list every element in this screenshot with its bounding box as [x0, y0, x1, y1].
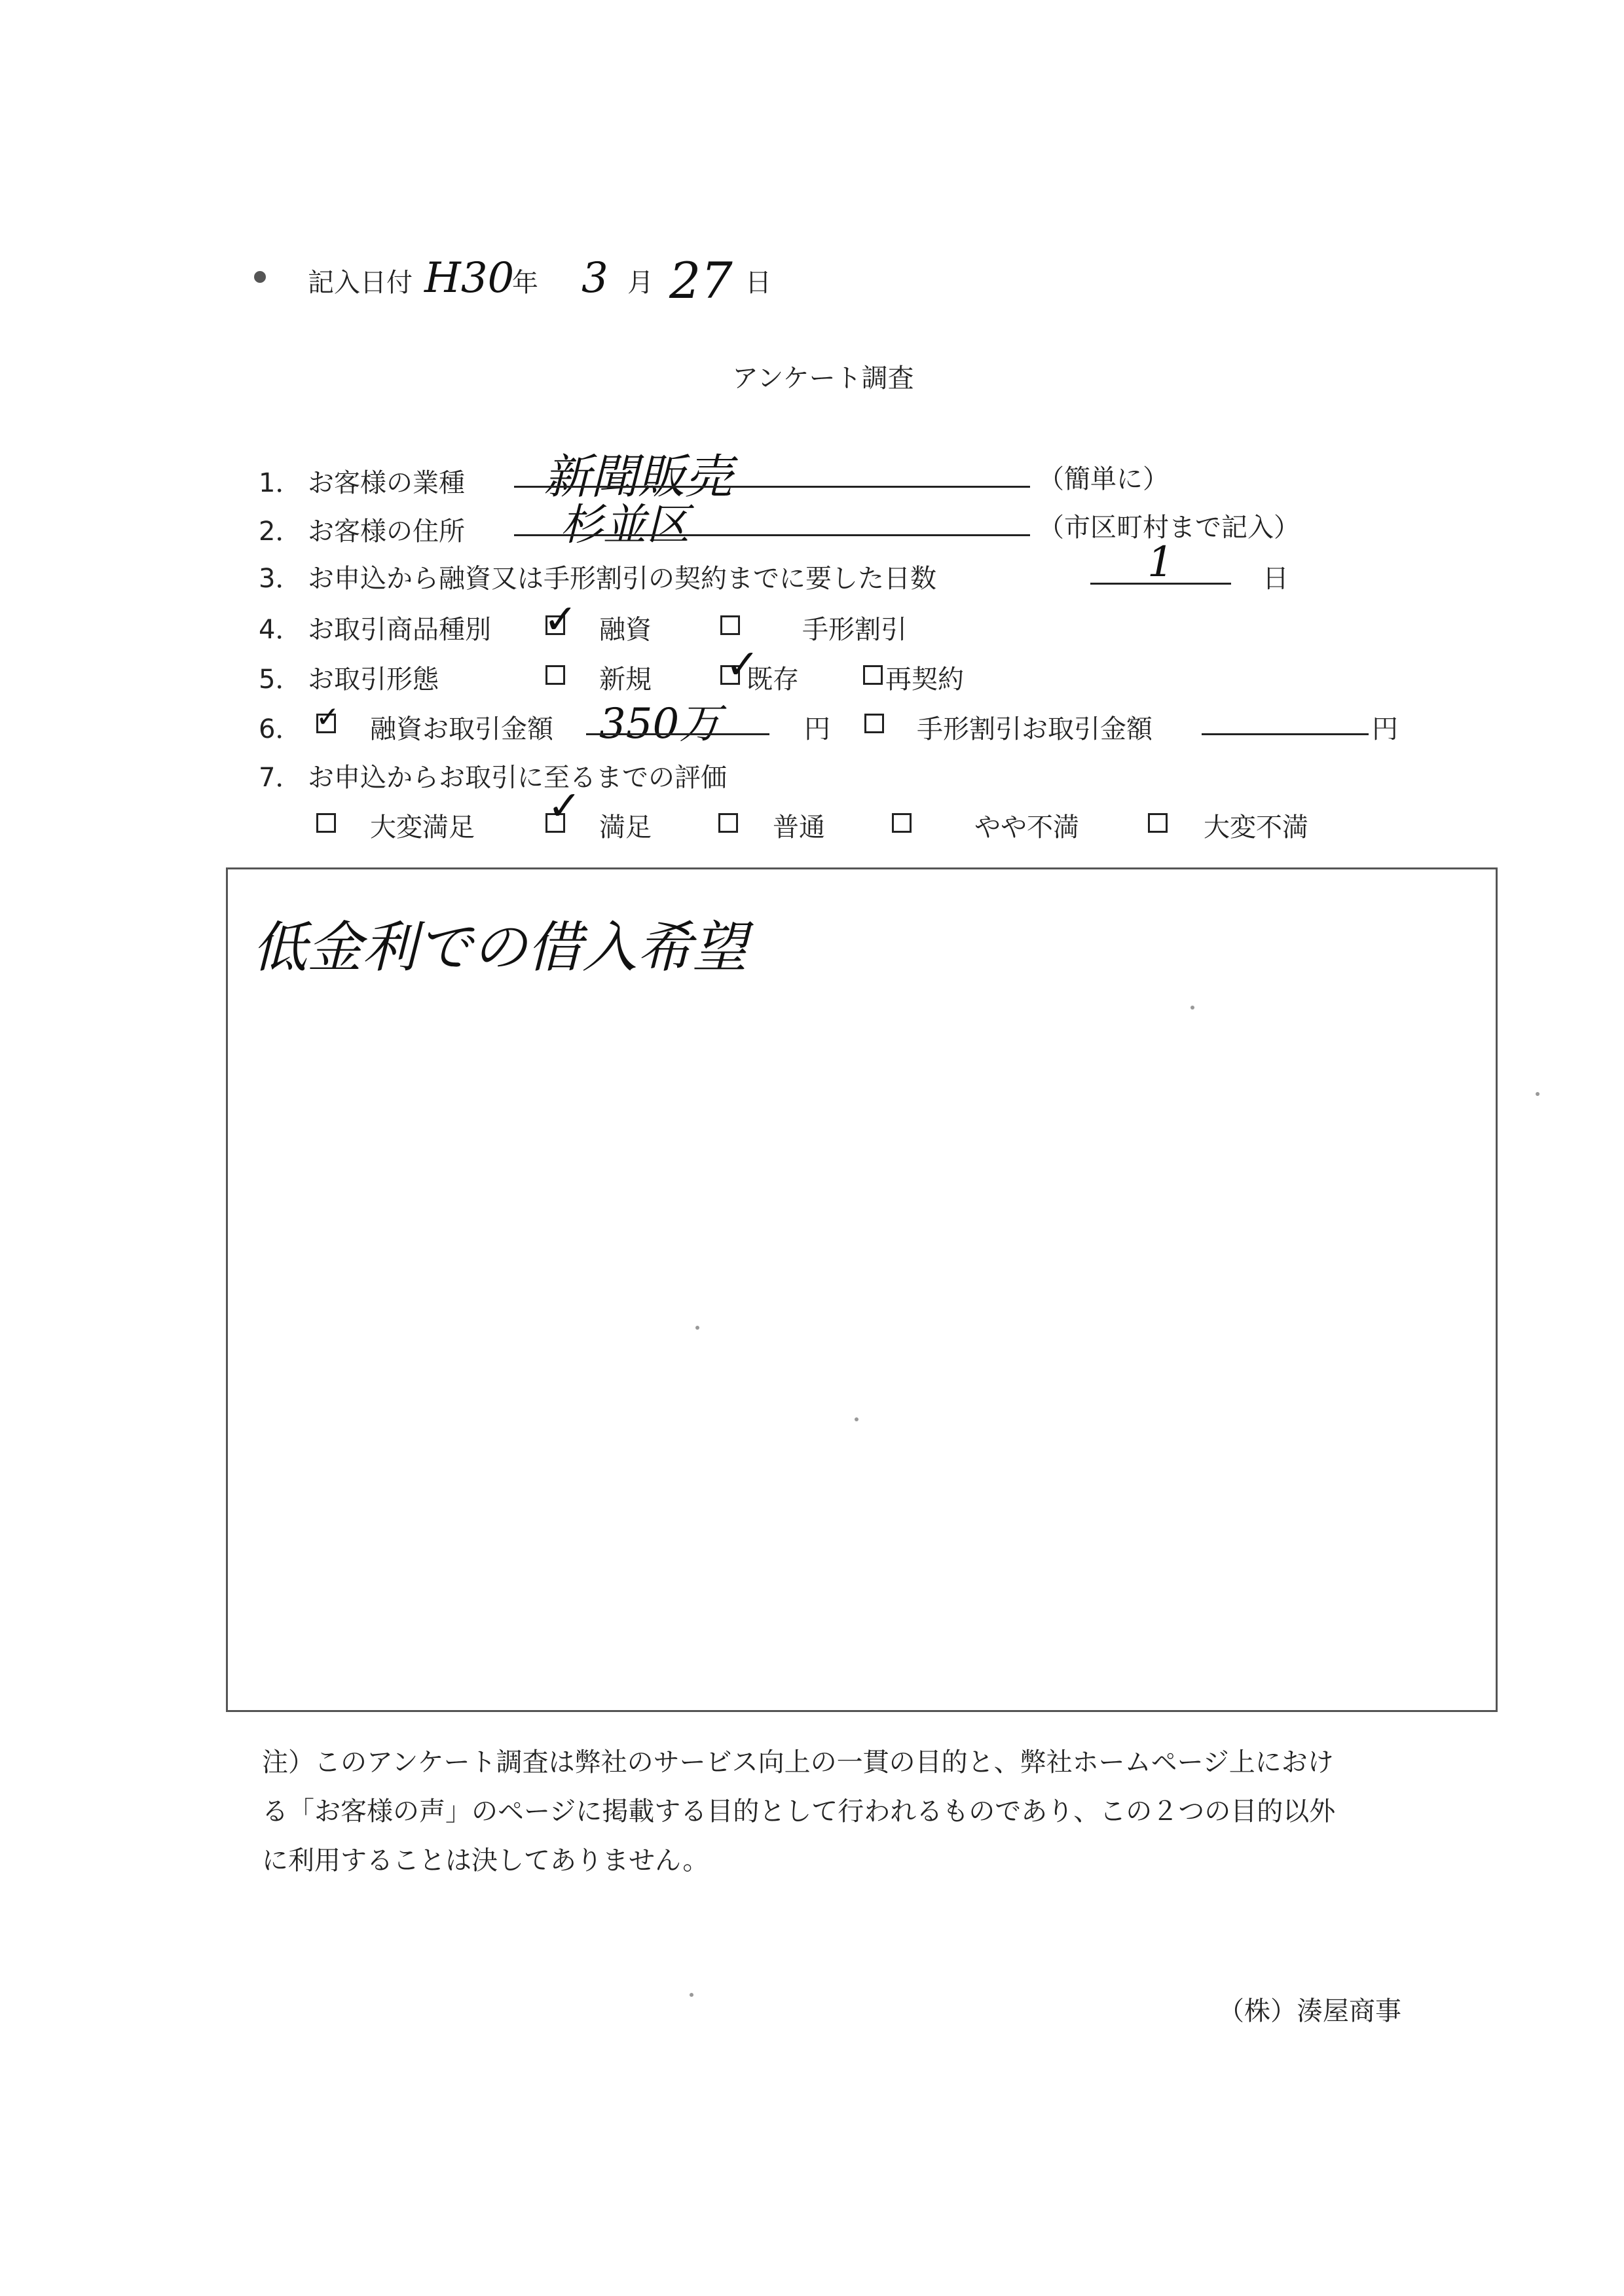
- q2-answer[interactable]: 杉並区: [560, 500, 690, 550]
- q7-option-somewhat-dissatisfied-label: やや不満: [974, 812, 1079, 843]
- date-day[interactable]: 27: [669, 251, 733, 310]
- q5-option-renewal-label: 再契約: [885, 665, 964, 695]
- q7-option-satisfied-label: 満足: [599, 812, 652, 843]
- comment-text[interactable]: 低金利での借入希望: [252, 915, 748, 979]
- q1-number: 1．: [259, 468, 302, 498]
- q6-loan-amount[interactable]: 350万: [599, 700, 722, 748]
- q3-unit: 日: [1263, 564, 1289, 594]
- q2-number: 2．: [259, 517, 302, 547]
- q4-label: お取引商品種別: [308, 615, 491, 645]
- q3-number: 3．: [259, 564, 302, 594]
- q7-option-satisfied-check-mark: ✓: [547, 782, 581, 829]
- q6-number: 6．: [259, 714, 302, 744]
- q6-bill-underline: [1202, 733, 1369, 735]
- q6-loan-unit: 円: [804, 714, 830, 744]
- q2-label: お客様の住所: [308, 517, 465, 547]
- company-name: （株）湊屋商事: [1218, 1996, 1401, 2026]
- q6-loan-label: 融資お取引金額: [370, 714, 553, 744]
- q1-underline: [514, 486, 1030, 488]
- q7-option-somewhat-dissatisfied-checkbox[interactable]: [892, 813, 912, 833]
- q5-option-new-checkbox[interactable]: [545, 665, 565, 685]
- q5-option-renewal-checkbox[interactable]: [863, 665, 883, 685]
- q2-underline: [514, 534, 1030, 536]
- q5-option-new-label: 新規: [599, 665, 652, 695]
- q6-loan-check-mark: ✓: [316, 701, 340, 734]
- q6-bill-label: 手形割引お取引金額: [917, 714, 1153, 744]
- q3-underline: [1090, 583, 1231, 585]
- q7-label: お申込からお取引に至るまでの評価: [308, 763, 727, 793]
- scan-speck: [1190, 1006, 1194, 1010]
- date-month[interactable]: 3: [581, 254, 608, 302]
- q4-number: 4．: [259, 615, 302, 645]
- q7-option-normal-label: 普通: [773, 812, 825, 843]
- q7-option-normal-checkbox[interactable]: [718, 813, 738, 833]
- q6-bill-checkbox[interactable]: [864, 714, 884, 733]
- q2-note: （市区町村まで記入）: [1038, 513, 1300, 543]
- q7-number: 7．: [259, 763, 302, 793]
- date-label: 記入日付: [308, 268, 413, 298]
- q6-bill-unit: 円: [1372, 714, 1398, 744]
- q5-number: 5．: [259, 665, 302, 695]
- q1-note: （簡単に）: [1038, 464, 1169, 494]
- q3-answer[interactable]: 1: [1147, 538, 1174, 587]
- date-era-year[interactable]: H30: [424, 254, 515, 302]
- date-month-unit: 月: [627, 268, 654, 298]
- q1-label: お客様の業種: [308, 468, 465, 498]
- scan-speck: [855, 1417, 858, 1421]
- q7-option-very-dissatisfied-checkbox[interactable]: [1148, 813, 1168, 833]
- q7-option-very-dissatisfied-label: 大変不満: [1204, 812, 1308, 843]
- q7-option-very-satisfied-label: 大変満足: [370, 812, 475, 843]
- comment-box[interactable]: [226, 867, 1498, 1712]
- q1-answer[interactable]: 新聞販売: [544, 449, 733, 504]
- scan-speck: [690, 1993, 693, 1997]
- q3-label: お申込から融資又は手形割引の契約までに要した日数: [308, 564, 936, 594]
- scan-speck: [1536, 1092, 1540, 1096]
- survey-title: アンケート調査: [732, 363, 914, 393]
- q5-label: お取引形態: [308, 665, 439, 695]
- q4-option-loan-check-mark: ✓: [544, 595, 578, 643]
- date-day-unit: 日: [745, 268, 771, 298]
- bullet-dot: [254, 271, 266, 283]
- q5-option-existing-check-mark: ✓: [726, 640, 760, 688]
- date-year-unit: 年: [512, 268, 538, 298]
- footnote-line-3: に利用することは決してありません。: [262, 1846, 709, 1876]
- footnote-line-2: る「お客様の声」のページに掲載する目的として行われるものであり、この２つの目的以外: [262, 1796, 1336, 1827]
- q4-option-bill-label: 手形割引: [802, 615, 907, 645]
- q4-option-bill-checkbox[interactable]: [720, 615, 740, 635]
- q5-option-existing-label: 既存: [747, 665, 799, 695]
- q4-option-loan-label: 融資: [599, 615, 652, 645]
- footnote-line-1: 注）このアンケート調査は弊社のサービス向上の一貫の目的と、弊社ホームページ上におけ: [262, 1747, 1334, 1777]
- q6-loan-underline: [586, 733, 769, 735]
- scan-speck: [695, 1326, 699, 1330]
- q7-option-very-satisfied-checkbox[interactable]: [316, 813, 336, 833]
